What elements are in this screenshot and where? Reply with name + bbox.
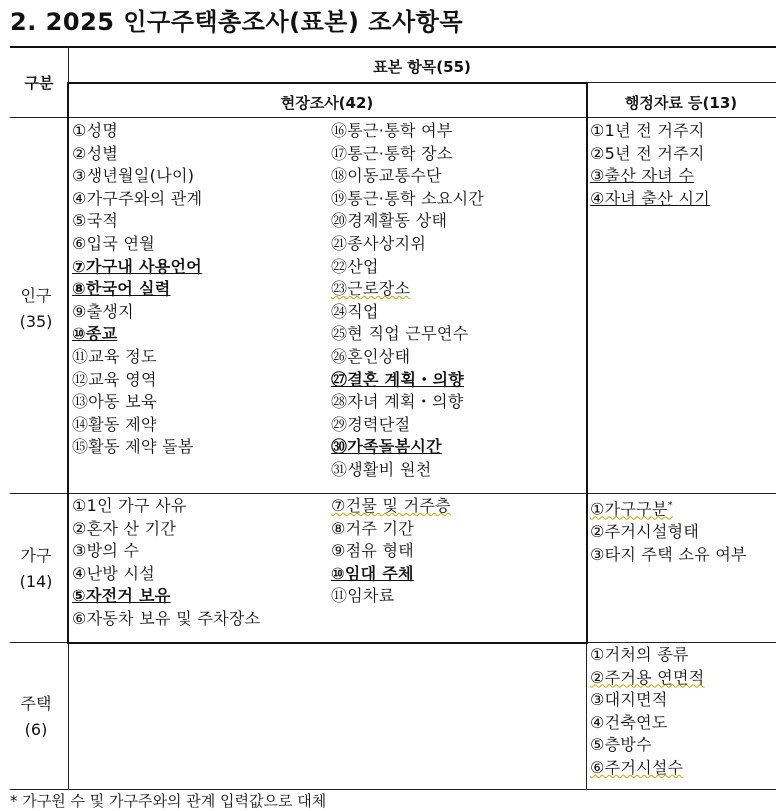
item-text: ㉔직업 (331, 301, 379, 321)
item-text: ⑩종교 (72, 324, 118, 344)
table-top-border (10, 46, 776, 48)
item-text: ⑧거주 기간 (331, 518, 415, 538)
item-text: ⑯통근·통학 여부 (331, 121, 453, 140)
list-item (331, 143, 484, 166)
list-item (72, 563, 260, 586)
list-item (72, 518, 260, 541)
item-text: ③타지 주택 소유 여부 (590, 544, 747, 564)
list-item (331, 540, 451, 563)
household-field-list-2 (331, 495, 451, 608)
item-text: ㉖혼인상태 (331, 346, 411, 366)
list-item (72, 233, 202, 256)
item-text: ③출산 자녀 수 (590, 166, 695, 186)
list-item (331, 495, 451, 518)
housing-admin-list (590, 644, 705, 780)
list-item (72, 608, 260, 631)
item-text: ④가구주와의 관계 (72, 188, 203, 208)
list-item (72, 323, 202, 346)
page-title: 2. 2025 인구주택총조사(표본) 조사항목 (10, 8, 464, 36)
item-text: ①거처의 종류 (590, 645, 689, 664)
list-item (331, 369, 484, 392)
list-item (72, 391, 202, 414)
item-text: ①가구구분 (590, 499, 668, 519)
list-item (72, 495, 260, 518)
household-field-list-1 (72, 495, 260, 631)
list-item (72, 369, 202, 392)
item-text: ②주거용 연면적 (590, 667, 705, 687)
item-text: ②주거시설형태 (590, 521, 700, 541)
list-item (72, 540, 260, 563)
item-text: ④건축연도 (590, 712, 668, 732)
item-text: ③방의 수 (72, 541, 140, 561)
item-text: ②5년 전 거주지 (590, 143, 705, 163)
item-text: ⑩임대 주체 (331, 563, 414, 583)
list-item (72, 165, 202, 188)
item-text: ⑥입국 연월 (72, 233, 156, 253)
list-item (72, 301, 202, 324)
list-item (590, 734, 705, 757)
list-item (331, 518, 451, 541)
list-item (331, 391, 484, 414)
item-text: ㉓근로장소 (331, 279, 411, 299)
item-text: ⑳경제활동 상태 (331, 211, 448, 231)
list-item (331, 346, 484, 369)
item-text: ㉒산업 (331, 256, 379, 276)
item-text: ⑮활동 제약 돌봄 (72, 437, 194, 457)
item-text: ⑨출생지 (72, 301, 134, 321)
list-item (331, 210, 484, 233)
item-text: ⑦건물 및 거주층 (331, 496, 451, 515)
item-text: ⑭활동 제약 (72, 414, 157, 434)
list-item (72, 120, 202, 143)
list-item (72, 278, 202, 301)
category-housing (2, 691, 70, 743)
item-text: ①1년 전 거주지 (590, 121, 705, 140)
item-text: ㉕현 직업 근무연수 (331, 324, 469, 344)
category-label: 주택 (20, 694, 52, 713)
item-text: ⑫교육 영역 (72, 369, 157, 389)
category-count: (14) (19, 572, 53, 591)
household-admin-list (590, 495, 747, 566)
list-item (590, 667, 705, 690)
item-text: ④난방 시설 (72, 563, 156, 583)
list-item (72, 188, 202, 211)
footnote: * 가구원 수 및 가구주와의 관계 입력값으로 대체 (10, 792, 327, 810)
item-text: ⑪임차료 (331, 586, 395, 606)
list-item (331, 585, 451, 608)
item-text: ④자녀 출산 시기 (590, 188, 710, 208)
list-item (331, 256, 484, 279)
item-text: ①1인 가구 사유 (72, 496, 187, 515)
list-item (72, 585, 260, 608)
item-text: ①성명 (72, 121, 119, 140)
list-item (72, 436, 202, 459)
item-text: ⑪교육 정도 (72, 346, 157, 366)
item-text: ⑧한국어 실력 (72, 279, 171, 299)
item-text: ③생년월일(나이) (72, 166, 195, 186)
item-text: ⑰통근·통학 장소 (331, 143, 453, 163)
population-field-list-2 (331, 120, 484, 482)
list-item (590, 165, 710, 188)
item-text: ㉛생활비 원천 (331, 459, 432, 479)
item-text: ㉗결혼 계획・의향 (331, 369, 465, 389)
list-item (590, 120, 710, 143)
category-label: 인구 (20, 286, 52, 305)
list-item (331, 278, 484, 301)
list-item (331, 188, 484, 211)
header-field-survey: 현장조사(42) (280, 94, 374, 112)
list-item (331, 414, 484, 437)
category-label: 가구 (20, 546, 52, 565)
item-text: ㉚가족돌봄시간 (331, 437, 442, 457)
item-text: ⑥자동차 보유 및 주차장소 (72, 608, 261, 628)
item-text: ⑲통근·통학 소요시간 (331, 188, 485, 208)
list-item (72, 256, 202, 279)
list-item (590, 757, 705, 780)
list-item (590, 644, 705, 667)
list-item (331, 120, 484, 143)
item-text: ③대지면적 (590, 690, 668, 710)
category-count: (35) (19, 312, 53, 331)
item-text: ⑤자전거 보유 (72, 586, 171, 606)
list-item (72, 210, 202, 233)
list-item (331, 323, 484, 346)
population-admin-list (590, 120, 710, 210)
item-text: ⑤국적 (72, 211, 119, 231)
list-item (331, 165, 484, 188)
list-item (590, 544, 747, 567)
item-text: ②성별 (72, 143, 119, 163)
item-text: ㉑종사상지위 (331, 233, 427, 253)
category-population (2, 283, 70, 335)
list-item (331, 233, 484, 256)
list-item (590, 495, 747, 521)
list-item (72, 414, 202, 437)
item-text: ⑱이동교통수단 (331, 166, 442, 186)
list-item (590, 188, 710, 211)
list-item (331, 459, 484, 482)
item-text: ㉙경력단절 (331, 414, 411, 434)
header-admin-data: 행정자료 등(13) (624, 94, 738, 112)
list-item (590, 689, 705, 712)
item-text: ②혼자 산 기간 (72, 518, 177, 538)
item-text: ⑨점유 형태 (331, 541, 415, 561)
item-text: ⑥주거시설수 (590, 757, 684, 777)
list-item (590, 143, 710, 166)
item-text: ⑦가구내 사용언어 (72, 256, 203, 276)
category-count: (6) (24, 720, 48, 739)
header-category: 구분 (24, 74, 54, 92)
list-item (331, 436, 484, 459)
item-text: ⑤층방수 (590, 735, 652, 755)
list-item (331, 301, 484, 324)
list-item (72, 346, 202, 369)
list-item (331, 563, 451, 586)
list-item (590, 712, 705, 735)
item-text: ㉘자녀 계획・의향 (331, 392, 464, 412)
list-item (590, 521, 747, 544)
list-item (72, 143, 202, 166)
header-sample-items: 표본 항목(55) (373, 58, 471, 76)
category-household (2, 543, 70, 595)
footnote-marker: * (667, 500, 673, 511)
item-text: ⑬아동 보육 (72, 392, 157, 412)
population-field-list-1 (72, 120, 202, 459)
